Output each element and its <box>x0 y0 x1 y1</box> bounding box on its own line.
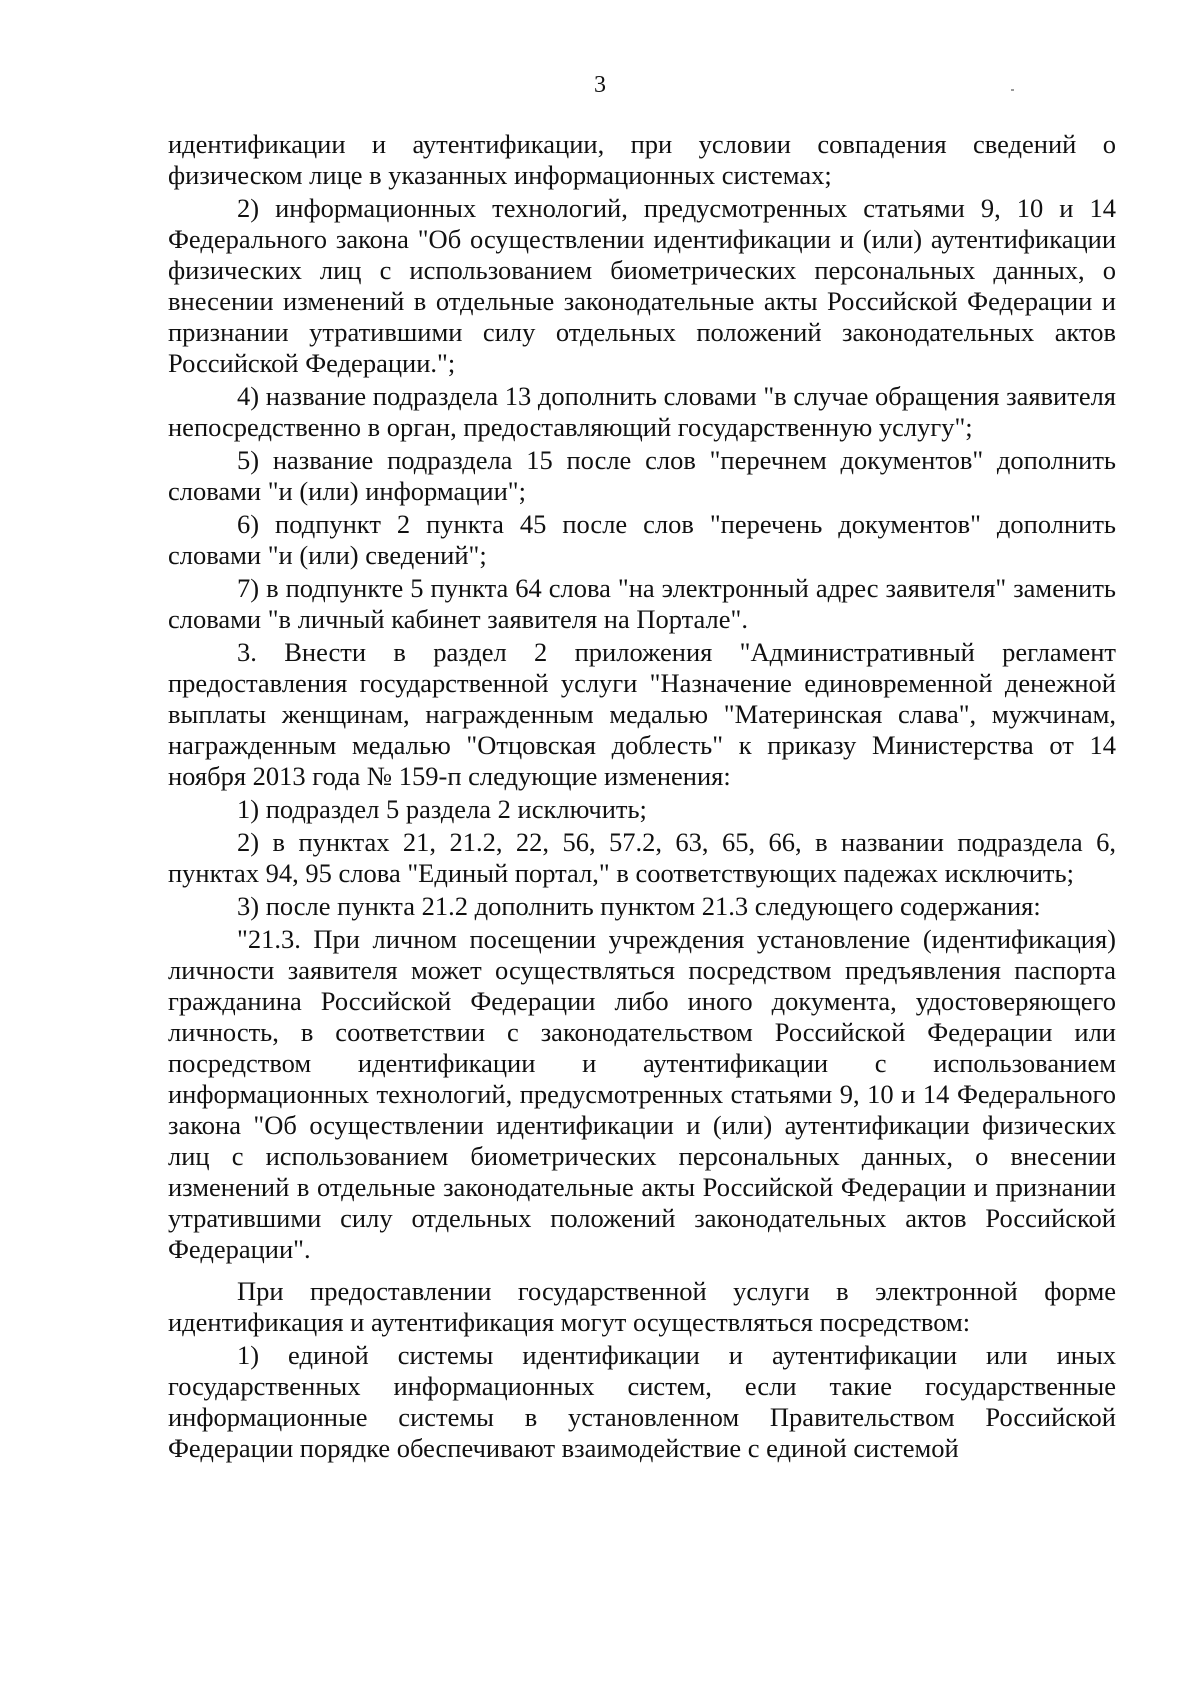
paragraph: 2) в пунктах 21, 21.2, 22, 56, 57.2, 63, 65, 66, в названии подраздела 6, пунктах 94, 95 слова "Единый портал," в соответствующих падежах исключить; <box>168 827 1116 888</box>
page-number: 3 <box>594 72 606 98</box>
document-body <box>168 129 1116 1466</box>
paragraph: 5) название подраздела 15 после слов "перечнем документов" дополнить словами "и (или) информации"; <box>168 445 1116 506</box>
scan-artifact <box>1011 89 1014 91</box>
paragraph: 2) информационных технологий, предусмотренных статьями 9, 10 и 14 Федерального закона "Об осуществлении идентификации и (или) аутентификации физических лиц с использованием биометрических персональных данных, о внесении изменений в отдельные законодательные акты Российской Федерации и признании утратившими силу отдельных положений законодательных актов Российской Федерации."; <box>168 193 1116 378</box>
paragraph: 7) в подпункте 5 пункта 64 слова "на электронный адрес заявителя" заменить словами "в личный кабинет заявителя на Портале". <box>168 573 1116 634</box>
paragraph: идентификации и аутентификации, при условии совпадения сведений о физическом лице в указанных информационных системах; <box>168 129 1116 190</box>
paragraph: 3. Внести в раздел 2 приложения "Административный регламент предоставления государственной услуги "Назначение единовременной денежной выплаты женщинам, награжденным медалью "Материнская слава", мужчинам, награжденным медалью "Отцовская доблесть" к приказу Министерства от 14 ноября 2013 года № 159-п следующие изменения: <box>168 637 1116 791</box>
quoted-paragraph: "21.3. При личном посещении учреждения установление (идентификация) личности заявителя может осуществляться посредством предъявления паспорта гражданина Российской Федерации либо иного документа, удостоверяющего личность, в соответствии с законодательством Российской Федерации или посредством идентификации и аутентификации с использованием информационных технологий, предусмотренных статьями 9, 10 и 14 Федерального закона "Об осуществлении идентификации и (или) аутентификации физических лиц с использованием биометрических персональных данных, о внесении изменений в отдельные законодательные акты Российской Федерации и признании утратившими силу отдельных положений законодательных актов Российской Федерации". <box>168 924 1116 1264</box>
paragraph: 3) после пункта 21.2 дополнить пунктом 21.3 следующего содержания: <box>237 891 1041 921</box>
paragraph: 1) подраздел 5 раздела 2 исключить; <box>237 794 647 824</box>
paragraph: 6) подпункт 2 пункта 45 после слов "перечень документов" дополнить словами "и (или) сведений"; <box>168 509 1116 570</box>
paragraph: При предоставлении государственной услуги в электронной форме идентификация и аутентификация могут осуществляться посредством: <box>168 1276 1116 1337</box>
paragraph: 4) название подраздела 13 дополнить словами "в случае обращения заявителя непосредственно в орган, предоставляющий государственную услугу"; <box>168 381 1116 442</box>
paragraph: 1) единой системы идентификации и аутентификации или иных государственных информационных систем, если такие государственные информационные системы в установленном Правительством Российской Федерации порядке обеспечивают взаимодействие с единой системой <box>168 1340 1116 1463</box>
